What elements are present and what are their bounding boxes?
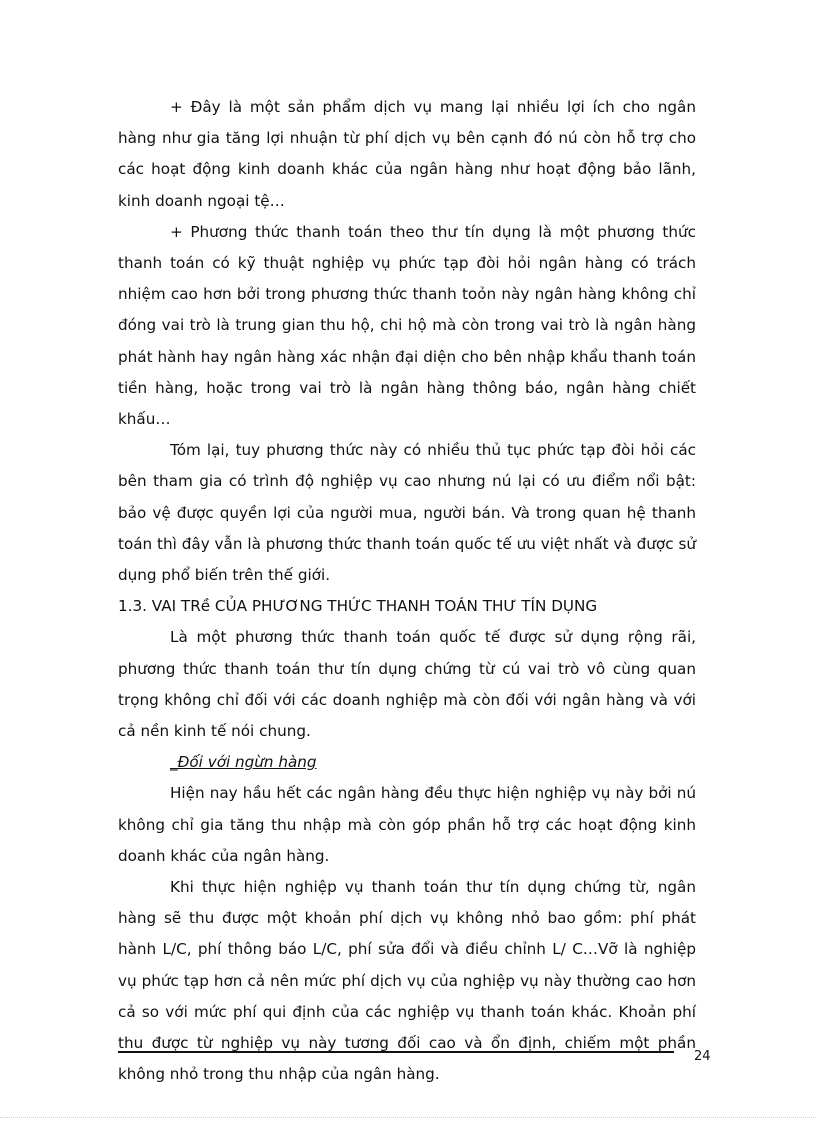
subheading-bank-text: _Đối với ngừn hàng	[170, 753, 317, 772]
subheading-bank	[118, 747, 696, 778]
paragraph-technique: + Phương thức thanh toán theo thư tín dụng là một phương thức thanh toán có kỹ thuật nghiệp vụ phức tạp đòi hỏi ngân hàng có trách nhiệm cao hơn bởi trong phương thức thanh toỏn này ngân hàng không chỉ đóng vai trò là trung gian thu hộ, chi hộ mà còn trong vai trò là ngân hàng phát hành hay ngân hàng xác nhận đại diện cho bên nhập khẩu thanh toán tiền hàng, hoặc trong vai trò là ngân hàng thông báo, ngân hàng chiết khấu…	[118, 222, 696, 429]
paragraph-section-intro: Là một phương thức thanh toán quốc tế được sử dụng rộng rãi, phương thức thanh toán thư tín dụng chứng từ cú vai trò vô cùng quan trọng không chỉ đối với các doanh nghiệp mà còn đối với ngân hàng và với cả nền kinh tế nói chung.	[118, 628, 696, 741]
section-heading: 1.3. VAI TRề CỦA PHƯƠNG THỨC THANH TOÁN THƯ TÍN DỤNG	[118, 597, 598, 616]
page-edge-divider	[0, 1117, 816, 1118]
footer-divider	[118, 1051, 674, 1053]
paragraph-benefit: + Đây là một sản phẩm dịch vụ mang lại nhiều lợi ích cho ngân hàng như gia tăng lợi nhuận từ phí dịch vụ bên cạnh đó nú còn hỗ trợ cho các hoạt động kinh doanh khác của ngân hàng như hoạt động bảo lãnh, kinh doanh ngoại tệ…	[118, 98, 696, 210]
paragraph-bank-fees: Khi thực hiện nghiệp vụ thanh toán thư tín dụng chứng từ, ngân hàng sẽ thu được một khoản phí dịch vụ không nhỏ bao gồm: phí phát hành L/C, phí thông báo L/C, phí sửa đổi và điều chỉnh L/ C…Vỡ là nghiệp vụ phức tạp hơn cả nên mức phí dịch vụ của nghiệp vụ này thường cao hơn cả so với mức phí qui định của các nghiệp vụ thanh toán khác. Khoản phí thu được từ nghiệp vụ này tương đối cao và ổn định, chiếm một phần không nhỏ trong thu nhập của ngân hàng.	[118, 878, 696, 1084]
paragraph-bank-income: Hiện nay hầu hết các ngân hàng đều thực hiện nghiệp vụ này bởi nú không chỉ gia tăng thu nhập mà còn góp phần hỗ trợ các hoạt động kinh doanh khác của ngân hàng.	[118, 784, 696, 865]
page-body	[118, 92, 696, 1091]
paragraph-summary: Tóm lại, tuy phương thức này có nhiều thủ tục phức tạp đòi hỏi các bên tham gia có trình độ nghiệp vụ cao nhưng nú lại có ưu điểm nổi bật: bảo vệ được quyền lợi của người mua, người bán. Và trong quan hệ thanh toán thì đây vẫn là phương thức thanh toán quốc tế ưu việt nhất và được sử dụng phổ biến trên thế giới.	[118, 441, 696, 585]
page-number: 24	[694, 1049, 711, 1064]
